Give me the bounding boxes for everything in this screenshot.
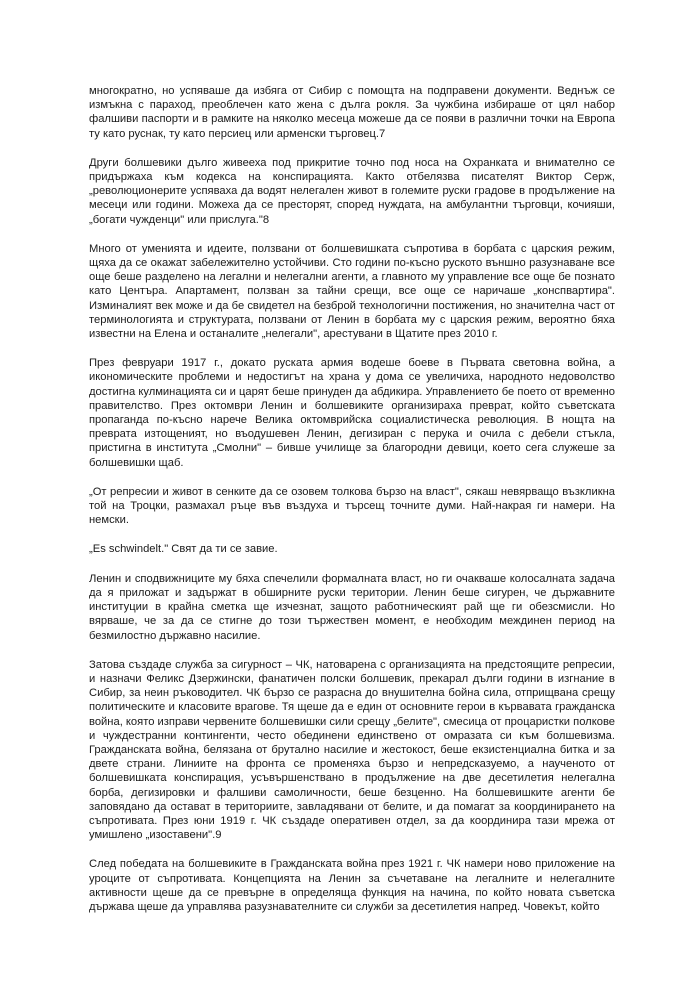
paragraph-4: През февруари 1917 г., докато руската армия водеше боеве в Първата световна война, а икономическите проблеми и недостигът на храна у дома се увеличиха, народното недоволство достигна кулминацията си и царят беше принуден да абдикира. Управлението бе поето от временно правителство. През октомври Ленин и болшевиките организираха преврат, който съветската пропаганда по-късно нарече Велика октомврийска социалистическа революция. В нощта на преврата изтощеният, но въодушевен Ленин, дегизиран с перука и очила с дебели стъкла, пристигна в института „Смолни" – бивше училище за благородни девици, което сега служеше за болшевишки щаб. — [89, 357, 615, 469]
paragraph-9: След победата на болшевиките в Гражданската война през 1921 г. ЧК намери ново приложение на уроците от съпротивата. Концепцията на Ленин за съчетаване на легалните и нелегалните активности щеше да се превърне в определяща функция на начина, по който новата съветска държава щеше да управлява разузнавателните си служби за десетилетия напред. Човекът, който — [89, 858, 615, 913]
body-text — [89, 84, 615, 929]
paragraph-8: Затова създаде служба за сигурност – ЧК, натоварена с организацията на предстоящите репресии, и назначи Феликс Дзержински, фанатичен полски болшевик, прекарал дълги години в изгнание в Сибир, за неин ръководител. ЧК бързо се разрасна до внушителна бойна сила, отприщвана срещу политическите и класовите врагове. Тя щеше да е един от основните герои в кървавата гражданска война, която изправи червените болшевишки сили срещу „белите", смесица от процаристки полкове и чуждестранни контингенти, често обединени единствено от омразата си към болшевизма. Гражданската война, белязана от брутално насилие и жестокост, беше екзистенциална битка и за двете страни. Линиите на фронта се променяха бързо и непредсказуемо, а наученото от болшевишката конспирация, усъвършенствано в продължение на две десетилетия нелегална борба, дегизировки и фалшиви самоличности, беше безценно. На болшевишките агенти бе заповядано да остават в териториите, завладявани от белите, и да помагат за координирането на съпротивата. През юни 1919 г. ЧК създаде оперативен отдел, за да координира тази мрежа от умишлено „изоставени".9 — [89, 658, 615, 842]
paragraph-2: Други болшевики дълго живееха под прикритие точно под носа на Охранката и внимателно се придържаха към кодекса на конспирацията. Както отбелязва писателят Виктор Серж, „революционерите успяваха да водят нелегален живот в големите руски градове в продължение на месеци или години. Можеха да се престорят, според нуждата, на амбулантни търговци, кочияши, „богати чужденци" или прислуга."8 — [89, 156, 615, 226]
paragraph-6: „Es schwindelt." Свят да ти се завие. — [89, 543, 278, 556]
paragraph-1: многократно, но успяваше да избяга от Сибир с помощта на подправени документи. Веднъж се измъкна с параход, преоблечен като жена с дълга рокля. За чужбина избираше от цял набор фалшиви паспорти и в рамките на няколко месеца можеше да се появи в различни точки на Европа ту като руснак, ту като персиец или арменски търговец.7 — [89, 85, 615, 140]
paragraph-7: Ленин и сподвижниците му бяха спечелили формалната власт, но ги очакваше колосалната задача да я приложат и задържат в обширните руски територии. Ленин беше сигурен, че държавните институции в крайна сметка ще изчезнат, защото работническият рай ще ги обезсмисли. Но вярваше, че за да се стигне до този тържествен момент, е необходим междинен период на безмилостно държавно насилие. — [89, 572, 615, 642]
paragraph-5: „От репресии и живот в сенките да се озовем толкова бързо на власт", сякаш невярващо възкликна той на Троцки, размахал ръце във въздуха и търсещ точните думи. Най-накрая ги намери. На немски. — [89, 485, 615, 527]
paragraph-3: Много от уменията и идеите, ползвани от болшевишката съпротива в борбата с царския режим, щяха да се окажат забележително устойчиви. Сто години по-късно руското външно разузнаване все още беше разделено на легални и нелегални агенти, а главното му управление все още бе познато като Центъра. Апартамент, ползван за тайни срещи, все още се наричаше „конспвартира". Изминалият век може и да бе свидетел на безброй технологични постижения, но значителна част от терминологията и структурата, ползвани от Ленин в борбата му с царския режим, вероятно бяха известни на Елена и останалите „нелегали", арестувани в Щатите през 2010 г. — [89, 242, 615, 341]
